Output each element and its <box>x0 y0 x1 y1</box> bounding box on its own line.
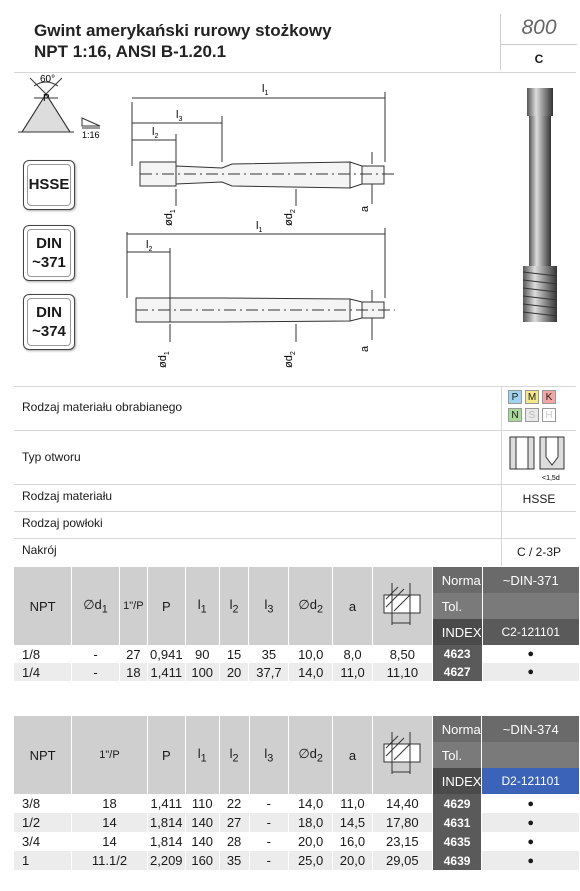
material-groups <box>508 390 564 430</box>
product-code: 800 <box>521 16 557 39</box>
l1-label-top: $l_1$ <box>262 83 269 97</box>
table2-header-row-1 <box>14 716 580 742</box>
material-group-n: N <box>508 408 522 422</box>
row-divider-3 <box>14 511 576 512</box>
cell-a: 11,0 <box>333 663 373 681</box>
hole-type-icons <box>508 435 568 483</box>
th-norma: Norma <box>432 716 482 742</box>
cell-p: 0,941 <box>147 645 185 663</box>
row-divider-2 <box>14 484 576 485</box>
th-tol-value <box>482 742 580 768</box>
availability-dot: ● <box>482 645 579 663</box>
cell-d2: 18,0 <box>289 813 333 832</box>
cell-d2: 14,0 <box>289 663 333 681</box>
cell-l2: 27 <box>219 813 249 832</box>
cell-a: 20,0 <box>333 851 373 870</box>
th-tol: Tol. <box>432 742 482 768</box>
l2-label-bottom: $l_2$ <box>146 239 153 253</box>
cell-tpi: 11.1/2 <box>72 851 148 870</box>
cell-npt: 1/2 <box>14 813 72 832</box>
drill-hole-icon <box>380 575 424 635</box>
code-letter: C <box>534 52 544 66</box>
l2-label-top: $l_2$ <box>152 126 159 140</box>
th-l2: $l_2$ <box>219 567 249 645</box>
cell-l3: - <box>249 813 289 832</box>
din374-badge <box>23 294 75 350</box>
code-separator <box>501 44 577 45</box>
workpiece-material-label: Rodzaj materiału obrabianego <box>22 400 183 414</box>
cell-l1: 140 <box>185 832 219 851</box>
hole-type-label: Typ otworu <box>22 450 81 464</box>
cell-npt: 3/8 <box>14 794 72 813</box>
din374-line1: DIN <box>36 304 62 321</box>
cell-a: 8,0 <box>333 645 373 663</box>
table-row <box>14 663 580 681</box>
material-group-k: K <box>542 390 556 404</box>
cell-d2: 20,0 <box>289 832 333 851</box>
section-divider <box>14 386 576 387</box>
a-label-top: a <box>359 205 371 212</box>
material-group-h: H <box>542 408 556 422</box>
cell-a: 16,0 <box>333 832 373 851</box>
cell-drill: 23,15 <box>372 832 432 851</box>
cell-l2: 20 <box>219 663 249 681</box>
title-line-2: NPT 1:16, ANSI B-1.20.1 <box>34 42 227 61</box>
cell-p: 1,814 <box>147 832 185 851</box>
cell-index: 4631 <box>432 813 482 832</box>
table-row <box>14 645 580 663</box>
hole-note: <1,5d <box>542 475 560 482</box>
cell-d2: 25,0 <box>289 851 333 870</box>
thread-profile-icon <box>18 78 100 132</box>
material-group-s: S <box>525 408 539 422</box>
cell-l1: 110 <box>185 794 219 813</box>
drill-hole-icon <box>380 724 424 784</box>
material-group-p: P <box>508 390 522 404</box>
th-npt: NPT <box>14 716 72 794</box>
cell-a: 14,5 <box>333 813 373 832</box>
table-row <box>14 832 580 851</box>
th-norma: Norma <box>432 567 482 593</box>
cell-tpi: 18 <box>119 663 147 681</box>
th-din371: ~DIN-371 <box>482 567 579 593</box>
table-row <box>14 851 580 870</box>
th-tpi: 1"/P <box>119 567 147 645</box>
cell-tpi: 14 <box>72 813 148 832</box>
th-tpi: 1"/P <box>72 716 148 794</box>
pitch-label: P <box>43 93 50 104</box>
cell-p: 1,411 <box>147 663 185 681</box>
cell-drill: 14,40 <box>372 794 432 813</box>
th-l1: $l_1$ <box>185 567 219 645</box>
cell-d2: 10,0 <box>289 645 333 663</box>
d1-label-bottom: $ød_1$ <box>157 351 171 368</box>
th-code: C2-121101 <box>482 619 579 645</box>
cell-npt: 1 <box>14 851 72 870</box>
l3-label-top: $l_3$ <box>176 109 183 123</box>
din374-badge-inner <box>27 298 71 346</box>
cell-l1: 90 <box>185 645 219 663</box>
properties-column-divider <box>501 386 502 566</box>
availability-dot: ● <box>482 813 580 832</box>
through-hole-icon <box>510 437 534 469</box>
cell-index: 4623 <box>432 645 482 663</box>
cell-d2: 14,0 <box>289 794 333 813</box>
th-drill-icon <box>372 716 432 794</box>
cell-tpi: 18 <box>72 794 148 813</box>
chamfer-value: C / 2-3P <box>516 545 561 559</box>
th-tol: Tol. <box>432 593 482 619</box>
th-a: a <box>333 716 373 794</box>
cell-p: 1,411 <box>147 794 185 813</box>
th-din374: ~DIN-374 <box>482 716 580 742</box>
blind-hole-icon <box>540 437 564 469</box>
cell-d1: - <box>72 645 120 663</box>
th-drill-icon <box>372 567 432 645</box>
tap-drawing-374 <box>127 228 395 342</box>
th-l3: $l_3$ <box>249 567 289 645</box>
th-d2: $\emptyset d_2$ <box>289 567 333 645</box>
cell-l2: 22 <box>219 794 249 813</box>
cell-a: 11,0 <box>333 794 373 813</box>
chamfer-label: Nakrój <box>22 543 57 557</box>
a-label-bottom: a <box>359 345 371 352</box>
cell-p: 2,209 <box>147 851 185 870</box>
angle-label: 60° <box>40 74 56 85</box>
d2-label-bottom: $ød_2$ <box>283 351 297 368</box>
cell-npt: 1/8 <box>14 645 72 663</box>
th-tol-value <box>482 593 579 619</box>
th-npt: NPT <box>14 567 72 645</box>
cell-npt: 1/4 <box>14 663 72 681</box>
product-code-box <box>500 14 576 70</box>
cell-l1: 140 <box>185 813 219 832</box>
l1-label-bottom: $l_1$ <box>256 220 263 234</box>
availability-dot: ● <box>482 663 579 681</box>
th-d1: $\emptyset d_1$ <box>72 567 120 645</box>
availability-dot: ● <box>482 794 580 813</box>
cell-l3: 37,7 <box>249 663 289 681</box>
spec-table-din374 <box>14 716 580 870</box>
din371-line2: ~371 <box>32 254 66 271</box>
cell-d1: - <box>72 663 120 681</box>
cell-tpi: 14 <box>72 832 148 851</box>
cell-drill: 29,05 <box>372 851 432 870</box>
th-p: P <box>147 567 185 645</box>
din374-line2: ~374 <box>32 323 66 340</box>
th-index: INDEX <box>432 768 482 794</box>
cell-index: 4635 <box>432 832 482 851</box>
cell-l3: - <box>249 794 289 813</box>
th-index: INDEX <box>432 619 482 645</box>
table-row <box>14 794 580 813</box>
th-l2: $l_2$ <box>219 716 249 794</box>
tap-product-image <box>510 80 570 380</box>
cell-npt: 3/4 <box>14 832 72 851</box>
th-a: a <box>333 567 373 645</box>
th-d2: $\emptyset d_2$ <box>289 716 333 794</box>
din371-line1: DIN <box>36 235 62 252</box>
cell-l2: 15 <box>219 645 249 663</box>
cell-l3: 35 <box>249 645 289 663</box>
cell-drill: 17,80 <box>372 813 432 832</box>
spec-table-din371 <box>14 567 580 681</box>
th-l1: $l_1$ <box>185 716 219 794</box>
page-title <box>34 20 332 62</box>
hsse-badge <box>23 160 75 210</box>
coating-label: Rodzaj powłoki <box>22 516 103 530</box>
th-code: D2-121101 <box>482 768 580 794</box>
taper-label: 1:16 <box>82 130 100 140</box>
tool-material-label: Rodzaj materiału <box>22 489 113 503</box>
row-divider-1 <box>14 430 576 431</box>
availability-dot: ● <box>482 832 580 851</box>
cell-l1: 160 <box>185 851 219 870</box>
d2-label-top: $ød_2$ <box>283 209 297 226</box>
material-group-m: M <box>525 390 539 404</box>
d1-label-top: $ød_1$ <box>163 209 177 226</box>
cell-l3: - <box>249 832 289 851</box>
cell-tpi: 27 <box>119 645 147 663</box>
hsse-badge-label: HSSE <box>27 164 71 206</box>
cell-p: 1,814 <box>147 813 185 832</box>
cell-l1: 100 <box>185 663 219 681</box>
title-line-1: Gwint amerykański rurowy stożkowy <box>34 21 332 40</box>
cell-index: 4629 <box>432 794 482 813</box>
table-row <box>14 813 580 832</box>
th-p: P <box>147 716 185 794</box>
cell-l2: 35 <box>219 851 249 870</box>
table1-header-row-1 <box>14 567 580 593</box>
tool-material-value: HSSE <box>522 492 556 506</box>
din371-badge <box>23 225 75 281</box>
th-l3: $l_3$ <box>249 716 289 794</box>
row-divider-4 <box>14 538 576 539</box>
cell-index: 4627 <box>432 663 482 681</box>
tap-drawing-371 <box>132 92 395 206</box>
technical-drawing <box>0 72 500 382</box>
cell-drill: 11,10 <box>372 663 432 681</box>
cell-l3: - <box>249 851 289 870</box>
availability-dot: ● <box>482 851 580 870</box>
din371-badge-inner <box>27 229 71 277</box>
cell-index: 4639 <box>432 851 482 870</box>
cell-l2: 28 <box>219 832 249 851</box>
cell-drill: 8,50 <box>372 645 432 663</box>
